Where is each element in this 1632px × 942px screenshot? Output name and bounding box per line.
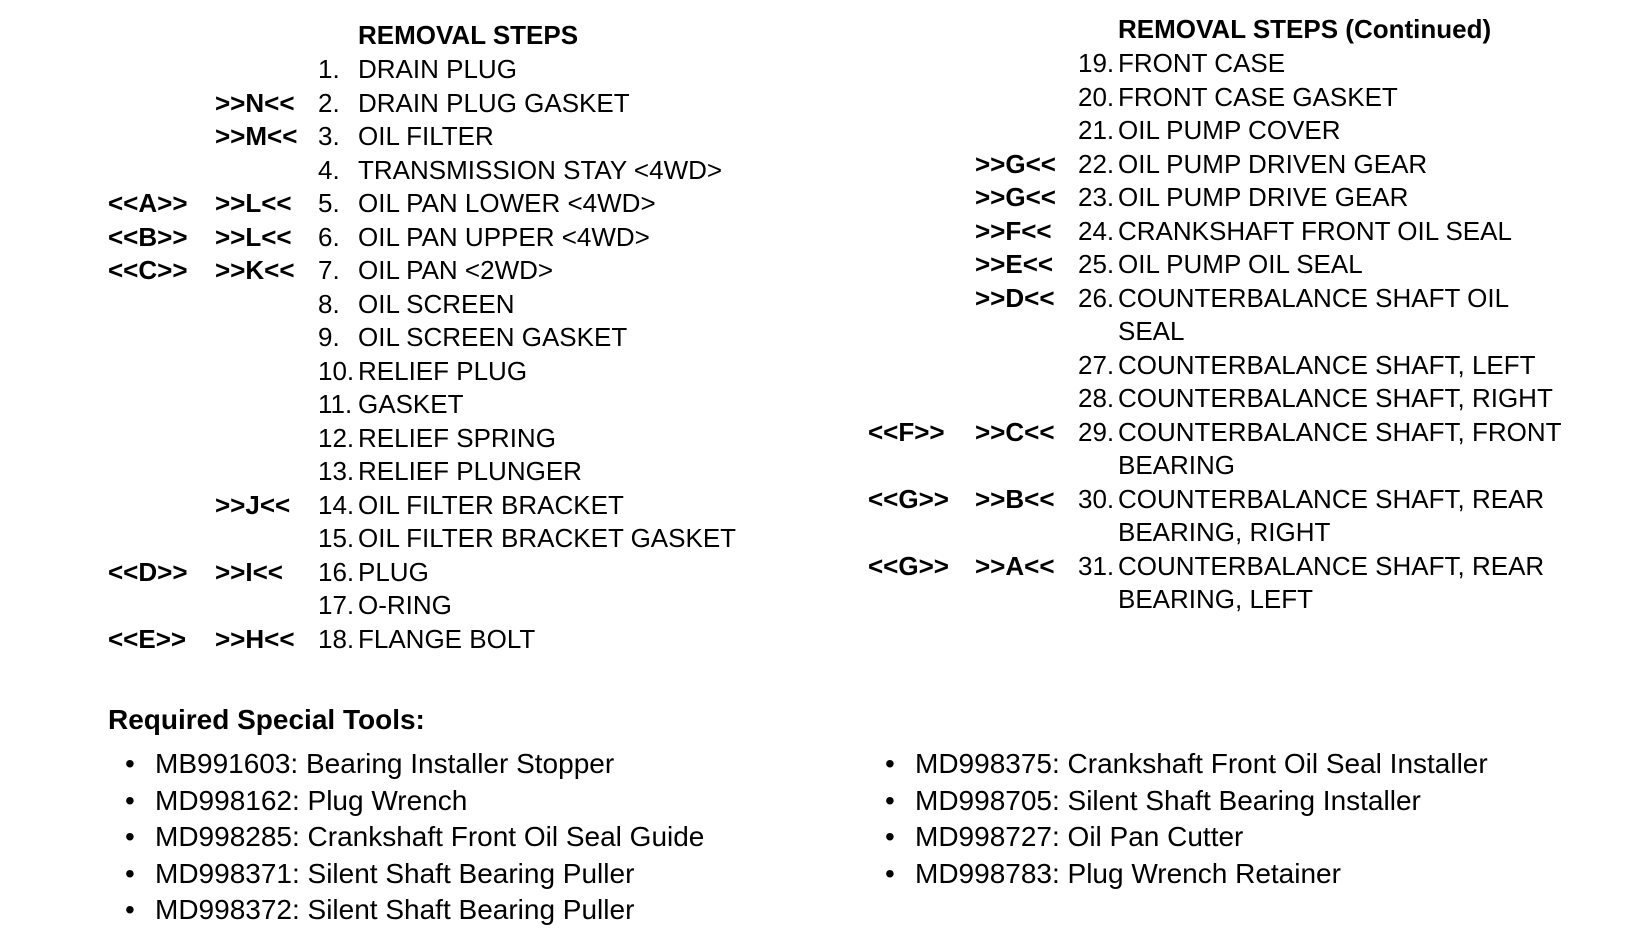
step-ref-install: >>L<< [215,221,292,252]
step-ref-removal: <<B>> [108,221,188,252]
step-ref-removal: <<G>> [868,550,949,581]
step-text: RELIEF PLUNGER [358,456,582,486]
step-ref-install: >>M<< [215,121,298,151]
step-text: OIL FILTER BRACKET GASKET [358,523,737,553]
step-ref-install: >>L<< [215,188,292,218]
tool-text: MD998783: Plug Wrench Retainer [915,857,1341,889]
step-number: 25. [1078,249,1115,279]
step-text-continued: BEARING, RIGHT [1118,517,1331,547]
step-text-continued: BEARING [1118,450,1236,480]
bullet-icon: • [885,748,895,779]
step-text: OIL PUMP OIL SEAL [1118,249,1363,279]
step-ref-install: >>J<< [215,489,291,520]
step-text: O-RING [358,590,452,620]
step-ref-removal: <<F>> [868,416,945,447]
tools-title: Required Special Tools: [108,704,425,735]
step-number: 18. [318,623,355,654]
step-number: 1. [318,54,340,84]
step-ref-install: >>D<< [975,282,1055,313]
bullet-icon: • [885,857,895,889]
step-ref-install: >>E<< [975,249,1054,279]
step-text: COUNTERBALANCE SHAFT, RIGHT [1118,383,1553,413]
step-text: OIL PUMP DRIVEN GEAR [1118,148,1428,179]
step-number: 11. [318,389,353,419]
step-ref-removal: <<A>> [108,188,188,218]
step-number: 26. [1078,282,1115,313]
step-text: OIL FILTER BRACKET [358,489,624,520]
tool-text: MD998372: Silent Shaft Bearing Puller [155,894,635,925]
step-text: COUNTERBALANCE SHAFT, REAR [1118,550,1545,581]
step-text: COUNTERBALANCE SHAFT, FRONT [1118,416,1562,447]
step-number: 8. [318,288,340,319]
tool-text: MD998705: Silent Shaft Bearing Installer [915,784,1421,816]
bullet-icon: • [885,784,895,816]
tool-text: MD998371: Silent Shaft Bearing Puller [155,857,635,889]
step-text: COUNTERBALANCE SHAFT, REAR [1118,483,1545,514]
bullet-icon: • [885,821,895,852]
step-number: 16. [318,556,355,587]
step-number: 13. [318,456,355,486]
step-ref-removal: <<D>> [108,556,188,587]
tool-text: MD998285: Crankshaft Front Oil Seal Guide [155,821,705,852]
tool-text: MD998162: Plug Wrench [155,784,468,816]
step-text: FRONT CASE [1118,48,1286,78]
step-text: FRONT CASE GASKET [1118,81,1398,112]
step-text: DRAIN PLUG GASKET [358,87,630,118]
left-steps-title: REMOVAL STEPS [358,20,579,50]
step-number: 2. [318,87,340,118]
bullet-icon: • [125,748,135,779]
step-ref-install: >>C<< [975,416,1055,447]
step-number: 21. [1078,115,1115,145]
step-text: CRANKSHAFT FRONT OIL SEAL [1118,215,1512,246]
tool-text: MB991603: Bearing Installer Stopper [155,748,615,779]
step-text-continued: SEAL [1118,316,1185,346]
step-ref-install: >>H<< [215,623,295,654]
step-ref-install: >>A<< [975,550,1055,581]
step-number: 28. [1078,383,1115,413]
step-text: OIL FILTER [358,121,494,151]
step-number: 30. [1078,483,1115,514]
step-ref-install: >>I<< [215,556,283,587]
step-ref-removal: <<C>> [108,255,188,285]
step-number: 10. [318,355,355,386]
step-text: OIL PAN <2WD> [358,255,554,285]
step-text: OIL PAN UPPER <4WD> [358,221,650,252]
step-ref-install: >>N<< [215,87,295,118]
step-number: 4. [318,154,340,185]
step-number: 5. [318,188,340,218]
step-number: 9. [318,322,340,352]
step-ref-install: >>F<< [975,215,1052,246]
step-number: 15. [318,523,355,553]
step-number: 12. [318,422,355,453]
step-ref-removal: <<G>> [868,483,949,514]
step-text: OIL PUMP DRIVE GEAR [1118,182,1409,212]
step-number: 22. [1078,148,1115,179]
step-text: OIL SCREEN [358,288,515,319]
step-text-continued: BEARING, LEFT [1118,584,1314,614]
step-number: 17. [318,590,355,620]
step-text: COUNTERBALANCE SHAFT, LEFT [1118,349,1536,380]
step-ref-install: >>G<< [975,182,1056,212]
step-number: 19. [1078,48,1115,78]
tool-text: MD998727: Oil Pan Cutter [915,821,1244,852]
bullet-icon: • [125,821,135,852]
step-number: 3. [318,121,340,151]
step-number: 31. [1078,550,1115,581]
step-number: 7. [318,255,340,285]
step-text: DRAIN PLUG [358,54,517,84]
step-text: COUNTERBALANCE SHAFT OIL [1118,282,1510,313]
tool-text: MD998375: Crankshaft Front Oil Seal Installer [915,748,1488,779]
step-ref-install: >>K<< [215,255,295,285]
step-number: 23. [1078,182,1115,212]
step-text: OIL PAN LOWER <4WD> [358,188,656,218]
step-number: 20. [1078,81,1115,112]
step-number: 24. [1078,215,1115,246]
bullet-icon: • [125,784,135,816]
step-number: 29. [1078,416,1115,447]
step-text: RELIEF PLUG [358,355,528,386]
step-number: 6. [318,221,340,252]
bullet-icon: • [125,857,135,889]
step-number: 14. [318,489,355,520]
step-ref-install: >>G<< [975,148,1056,179]
step-text: TRANSMISSION STAY <4WD> [358,154,723,185]
step-text: OIL SCREEN GASKET [358,322,628,352]
step-text: RELIEF SPRING [358,422,556,453]
step-ref-removal: <<E>> [108,623,187,654]
right-steps-title: REMOVAL STEPS (Continued) [1118,14,1492,44]
step-text: OIL PUMP COVER [1118,115,1341,145]
step-ref-install: >>B<< [975,483,1055,514]
step-text: GASKET [358,389,464,419]
step-text: PLUG [358,556,429,587]
bullet-icon: • [125,894,135,925]
step-text: FLANGE BOLT [358,623,536,654]
step-number: 27. [1078,349,1115,380]
